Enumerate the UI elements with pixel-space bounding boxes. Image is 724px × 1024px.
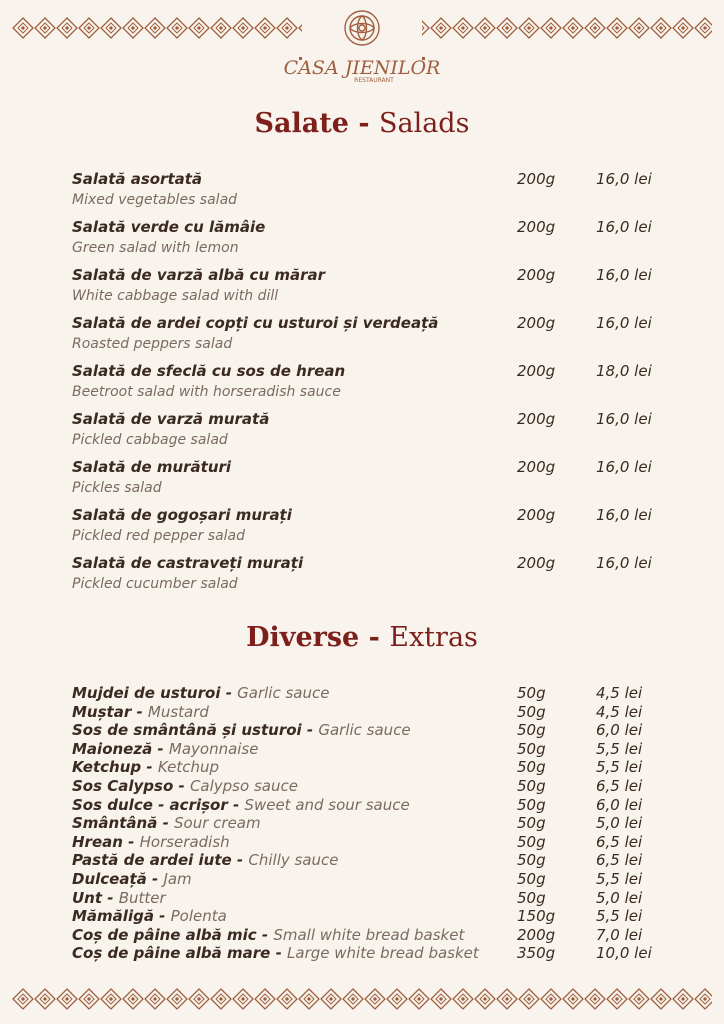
item-name-en: Chilly sauce [248, 851, 339, 870]
item-name-en: Butter [118, 888, 166, 907]
extras-list [72, 684, 672, 963]
item-separator: - [270, 944, 288, 963]
item-price: 16,0 lei [596, 314, 652, 332]
item-name-en: Pickled red pepper salad [72, 528, 246, 544]
item-price: 6,0 lei [596, 721, 643, 740]
extras-title-separator: - [359, 622, 390, 653]
item-weight: 200g [517, 506, 556, 524]
item-name-ro: Sos de smântână și usturoi [72, 721, 302, 740]
item-weight: 200g [517, 458, 556, 476]
item-price: 4,5 lei [596, 684, 643, 702]
item-name-ro: Salată de ardei copți cu usturoi și verdeață [72, 314, 439, 332]
item-weight: 50g [517, 869, 546, 888]
item-name-ro: Mămăligă [72, 907, 154, 926]
item-name-en: Pickles salad [72, 480, 162, 496]
menu-item [72, 216, 672, 264]
item-name-ro: Sos dulce - acrișor [72, 795, 228, 814]
item-separator: - [102, 888, 119, 907]
item-price: 16,0 lei [596, 506, 652, 524]
menu-item [72, 408, 672, 456]
menu-item [72, 814, 672, 833]
item-weight: 200g [517, 266, 556, 284]
item-weight: 200g [517, 362, 556, 380]
item-weight: 200g [517, 554, 556, 572]
item-separator: - [231, 851, 249, 870]
menu-item [72, 926, 672, 945]
item-separator: - [152, 739, 169, 758]
item-weight: 50g [517, 684, 546, 702]
item-name-en: Beetroot salad with horseradish sauce [72, 384, 341, 400]
menu-item [72, 264, 672, 312]
item-name-en: Ketchup [157, 758, 220, 777]
item-weight: 150g [517, 907, 556, 926]
item-name-ro: Coș de pâine albă mare [72, 944, 271, 963]
item-weight: 50g [517, 758, 546, 777]
menu-item [72, 758, 672, 777]
item-price: 10,0 lei [596, 944, 652, 963]
item-price: 5,0 lei [596, 888, 643, 907]
extras-title-ro: Diverse [246, 622, 360, 653]
item-weight: 200g [517, 410, 556, 428]
item-price: 5,5 lei [596, 739, 643, 758]
item-name-en: Sour cream [174, 814, 261, 833]
item-weight: 200g [517, 314, 556, 332]
item-price: 7,0 lei [596, 925, 643, 944]
item-weight: 50g [517, 832, 546, 851]
item-name-ro: Salată de murături [72, 458, 232, 476]
item-price: 5,0 lei [596, 814, 643, 833]
item-name-ro: Salată de gogoșari murați [72, 506, 292, 524]
item-price: 5,5 lei [596, 758, 643, 777]
item-separator: - [162, 814, 175, 833]
item-weight: 50g [517, 851, 546, 870]
menu-item [72, 721, 672, 740]
item-name-ro: Hrean [72, 832, 123, 851]
item-separator: - [301, 721, 319, 740]
salads-title-separator: - [348, 108, 379, 139]
item-name-ro: Sos Calypso [72, 776, 174, 795]
item-name-en: Sweet and sour sauce [244, 795, 410, 814]
item-name-ro: Coș de pâine albă mic [72, 925, 257, 944]
item-price: 16,0 lei [596, 218, 652, 236]
item-price: 6,5 lei [596, 832, 643, 851]
item-name-ro: Ketchup [72, 758, 142, 777]
item-name-ro: Salată de castraveți murați [72, 554, 304, 572]
menu-item [72, 504, 672, 552]
item-separator: - [220, 684, 238, 702]
item-price: 6,5 lei [596, 776, 643, 795]
menu-item [72, 360, 672, 408]
item-separator: - [141, 758, 158, 777]
item-name-en: Pickled cabbage salad [72, 432, 228, 448]
item-separator: - [146, 869, 164, 888]
menu-item [72, 870, 672, 889]
item-price: 16,0 lei [596, 458, 652, 476]
salads-title-en: Salads [378, 108, 470, 139]
item-weight: 50g [517, 795, 546, 814]
item-weight: 50g [517, 776, 546, 795]
menu-item [72, 851, 672, 870]
menu-item [72, 312, 672, 360]
item-price: 16,0 lei [596, 266, 652, 284]
item-separator: - [153, 907, 171, 926]
item-weight: 50g [517, 739, 546, 758]
menu-item [72, 907, 672, 926]
item-weight: 50g [517, 888, 546, 907]
item-name-en: White cabbage salad with dill [72, 288, 279, 304]
item-name-en: Roasted peppers salad [72, 336, 233, 352]
item-name-en: Polenta [170, 907, 227, 926]
svg-text:RESTAURANT: RESTAURANT [354, 77, 394, 84]
item-name-ro: Unt [72, 888, 103, 907]
item-price: 18,0 lei [596, 362, 652, 380]
item-name-en: Garlic sauce [318, 721, 411, 740]
item-price: 6,0 lei [596, 795, 643, 814]
item-name-ro: Salată asortată [72, 170, 203, 188]
menu-item [72, 796, 672, 815]
item-name-en: Garlic sauce [237, 684, 330, 702]
menu-item [72, 703, 672, 722]
item-name-en: Pickled cucumber salad [72, 576, 238, 592]
item-price: 5,5 lei [596, 907, 643, 926]
menu-item [72, 168, 672, 216]
item-weight: 200g [517, 218, 556, 236]
logo-emblem-icon [283, 8, 441, 84]
menu-item [72, 552, 672, 600]
item-name-ro: Salată de varză albă cu mărar [72, 266, 326, 284]
item-name-ro: Salată de varză murată [72, 410, 270, 428]
item-price: 4,5 lei [596, 702, 643, 721]
item-price: 16,0 lei [596, 410, 652, 428]
item-name-en: Large white bread basket [287, 944, 479, 963]
menu-item [72, 456, 672, 504]
item-name-en: Green salad with lemon [72, 240, 239, 256]
salads-list [72, 168, 672, 600]
bottom-ornament-border [12, 988, 712, 1010]
item-name-en: Mixed vegetables salad [72, 192, 238, 208]
item-price: 6,5 lei [596, 851, 643, 870]
item-weight: 50g [517, 702, 546, 721]
item-price: 5,5 lei [596, 869, 643, 888]
item-weight: 50g [517, 814, 546, 833]
item-name-ro: Smântână [72, 814, 163, 833]
item-name-ro: Maioneză [72, 739, 153, 758]
item-separator: - [136, 702, 148, 721]
item-name-ro: Dulceață [72, 869, 147, 888]
restaurant-logo [283, 8, 441, 84]
item-separator: - [173, 776, 190, 795]
extras-section-title [0, 622, 724, 653]
menu-item [72, 833, 672, 852]
salads-section-title [0, 108, 724, 139]
item-weight: 200g [517, 925, 556, 944]
item-separator: - [227, 795, 245, 814]
item-name-en: Small white bread basket [273, 925, 465, 944]
item-name-ro: Muștar [72, 702, 137, 721]
item-name-ro: Salată de sfeclă cu sos de hrean [72, 362, 346, 380]
menu-item [72, 740, 672, 759]
diamond-pattern-icon [12, 988, 712, 1010]
item-name-ro: Salată verde cu lămâie [72, 218, 266, 236]
menu-item [72, 684, 672, 703]
item-weight: 50g [517, 721, 546, 740]
item-weight: 200g [517, 170, 556, 188]
item-name-ro: Pastă de ardei iute [72, 851, 232, 870]
menu-item [72, 777, 672, 796]
item-price: 16,0 lei [596, 170, 652, 188]
item-separator: - [256, 925, 274, 944]
item-name-en: Jam [163, 869, 192, 888]
extras-title-en: Extras [389, 622, 478, 653]
svg-text:CASA JIENILOR: CASA JIENILOR [283, 57, 441, 79]
item-name-en: Horseradish [139, 832, 230, 851]
item-name-en: Mayonnaise [168, 739, 259, 758]
item-price: 16,0 lei [596, 554, 652, 572]
menu-item [72, 944, 672, 963]
item-weight: 350g [517, 944, 556, 963]
salads-title-ro: Salate [254, 108, 349, 139]
item-name-en: Calypso sauce [189, 776, 298, 795]
item-name-en: Mustard [147, 702, 209, 721]
menu-item [72, 889, 672, 908]
item-name-ro: Mujdei de usturoi [72, 684, 221, 702]
item-separator: - [122, 832, 140, 851]
